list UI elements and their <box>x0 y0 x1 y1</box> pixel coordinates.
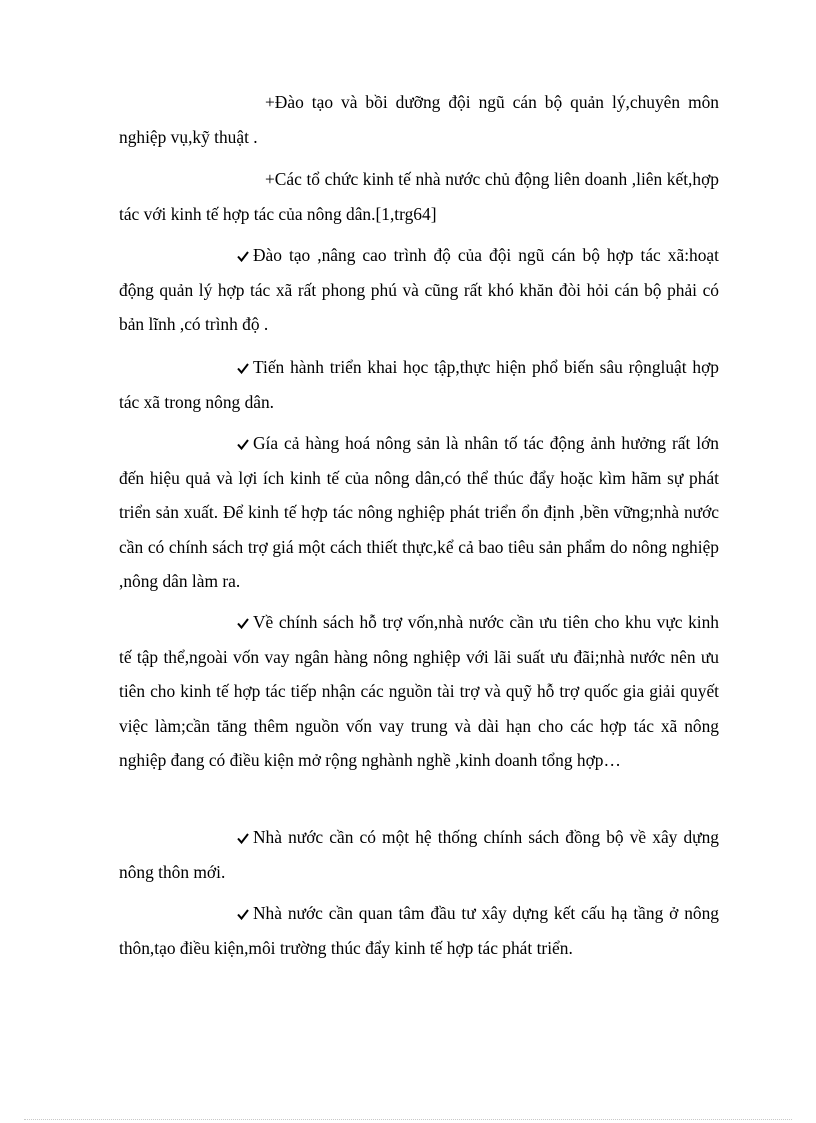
paragraph-2 <box>119 162 719 231</box>
paragraph-4 <box>119 350 719 419</box>
paragraph-text: +Các tổ chức kinh tế nhà nước chủ động liên doanh ,liên kết,hợp tác với kinh tế hợp tác của nông dân.[1,trg64] <box>119 169 719 224</box>
page-bottom-rule <box>24 1119 792 1120</box>
check-icon <box>237 362 249 374</box>
paragraph-5 <box>119 426 719 599</box>
paragraph-text: +Đào tạo và bồi dưỡng đội ngũ cán bộ quản lý,chuyên môn nghiệp vụ,kỹ thuật . <box>119 92 719 147</box>
paragraph-8 <box>119 896 719 965</box>
paragraph-7 <box>119 820 719 889</box>
paragraph-text: Nhà nước cần quan tâm đầu tư xây dựng kết cấu hạ tầng ở nông thôn,tạo điều kiện,môi trường thúc đẩy kinh tế hợp tác phát triển. <box>119 903 719 958</box>
check-icon <box>237 617 249 629</box>
paragraph-text: Đào tạo ,nâng cao trình độ của đội ngũ cán bộ hợp tác xã:hoạt động quản lý hợp tác xã rất phong phú và cũng rất khó khăn đòi hỏi cán bộ phải có bản lĩnh ,có trình độ . <box>119 245 719 334</box>
paragraph-text: Nhà nước cần có một hệ thống chính sách đồng bộ về xây dựng nông thôn mới. <box>119 827 719 882</box>
paragraph-1 <box>119 85 719 154</box>
check-icon <box>237 250 249 262</box>
check-icon <box>237 832 249 844</box>
paragraph-text: Tiến hành triển khai học tập,thực hiện phổ biến sâu rộngluật hợp tác xã trong nông dân. <box>119 357 719 412</box>
paragraph-3 <box>119 238 719 342</box>
paragraph-text: Gía cả hàng hoá nông sản là nhân tố tác động ảnh hưởng rất lớn đến hiệu quả và lợi ích kinh tế của nông dân,có thể thúc đẩy hoặc kìm hãm sự phát triển sản xuất. Để kinh tế hợp tác nông nghiệp phát triển ổn định ,bền vững;nhà nước cần có chính sách trợ giá một cách thiết thực,kể cả bao tiêu sản phẩm do nông nghiệp ,nông dân làm ra. <box>119 433 719 591</box>
check-icon <box>237 438 249 450</box>
check-icon <box>237 908 249 920</box>
paragraph-text: Về chính sách hỗ trợ vốn,nhà nước cần ưu tiên cho khu vực kinh tế tập thể,ngoài vốn vay ngân hàng nông nghiệp với lãi suất ưu đãi;nhà nước nên ưu tiên cho kinh tế hợp tác tiếp nhận các nguồn tài trợ và quỹ hỗ trợ quốc gia giải quyết việc làm;cần tăng thêm nguồn vốn vay trung và dài hạn cho các hợp tác xã nông nghiệp đang có điều kiện mở rộng nghành nghề ,kinh doanh tổng hợp… <box>119 612 719 770</box>
paragraph-6 <box>119 605 719 778</box>
